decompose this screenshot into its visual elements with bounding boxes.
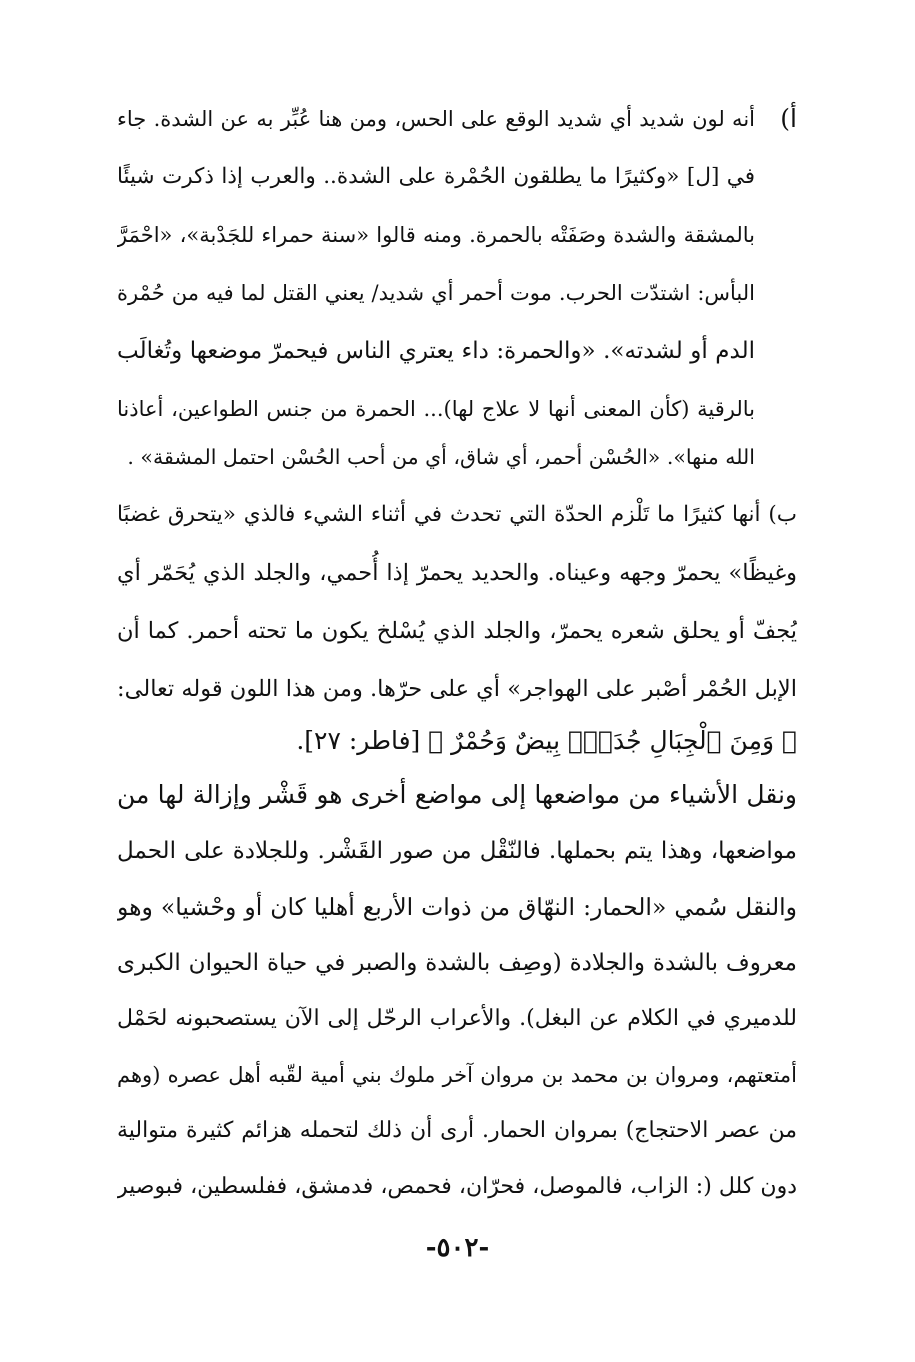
quran-verse-line: ﴿ وَمِنَ ٱلْجِبَالِ جُدَدٌۢ بِيضٌ وَحُمْرٌ ﴾ [فاطر: ٢٧]. <box>296 726 797 755</box>
text-line: أنه لون شديد أي شديد الوقع على الحس، ومن هنا عُبِّر به عن الشدة. جاء <box>117 107 755 131</box>
text-line: وغيظًا» يحمرّ وجهه وعيناه. والحديد يحمرّ إذا أُحمي، والجلد الذي يُحَمّر أي <box>117 560 797 586</box>
text-line: للدميري في الكلام عن البغل). والأعراب الرحّل إلى الآن يستصحبونه لحَمْل <box>117 1006 797 1031</box>
text-line: في [ل] «وكثيرًا ما يطلقون الحُمْرة على الشدة.. والعرب إذا ذكرت شيئًا <box>117 164 755 189</box>
text-line: والنقل سُمي «الحمار: النهّاق من ذوات الأربع أهليا كان أو وحْشيا» وهو <box>117 893 797 921</box>
text-line: بالمشقة والشدة وصَفَتْه بالحمرة. ومنه قالوا «سنة حمراء للجَدْبة»، «احْمَرَّ <box>117 223 755 247</box>
text-line: الدم أو لشدته». «والحمرة: داء يعتري الناس فيحمرّ موضعها وتُغالَب <box>117 338 755 364</box>
text-line: من عصر الاحتجاج) بمروان الحمار. أرى أن ذلك لتحمله هزائم كثيرة متوالية <box>117 1118 797 1143</box>
text-line: دون كلل (: الزاب، فالموصل، فحرّان، فحمص، فدمشق، ففلسطين، فبوصير <box>117 1174 797 1199</box>
page-number: -٥٠٢- <box>425 1233 490 1263</box>
text-line: بالرقية (كأن المعنى أنها لا علاج لها)... الحمرة من جنس الطواعين، أعاذنا <box>117 397 755 421</box>
text-line: ب) أنها كثيرًا ما تَلْزم الحدّة التي تحدث في أثناء الشيء فالذي «يتحرق غضبًا <box>117 502 797 527</box>
text-line: معروف بالشدة والجلادة (وصِف بالشدة والصبر في حياة الحيوان الكبرى <box>117 950 797 976</box>
text-line: ونقل الأشياء من مواضعها إلى مواضع أخرى هو قَشْر وإزالة لها من <box>117 780 797 809</box>
paragraph-a-marker: أ) <box>780 104 797 133</box>
text-line: البأس: اشتدّت الحرب. موت أحمر أي شديد/ يعني القتل لما فيه من حُمْرة <box>117 281 755 305</box>
text-line: الإبل الحُمْر أصْبر على الهواجر» أي على حرّها. ومن هذا اللون قوله تعالى: <box>117 676 797 702</box>
text-line: الله منها». «الحُسْن أحمر، أي شاق، أي من أحب الحُسْن احتمل المشقة» . <box>127 445 755 469</box>
text-line: مواضعها، وهذا يتم بحملها. فالنّقْل من صور القَشْر. وللجلادة على الحمل <box>117 838 797 864</box>
text-line: يُجفّ أو يحلق شعره يحمرّ، والجلد الذي يُسْلخ يكون ما تحته أحمر. كما أن <box>117 618 797 644</box>
text-line: أمتعتهم، ومروان بن محمد بن مروان آخر ملوك بني أمية لقّبه أهل عصره (وهم <box>117 1063 797 1087</box>
